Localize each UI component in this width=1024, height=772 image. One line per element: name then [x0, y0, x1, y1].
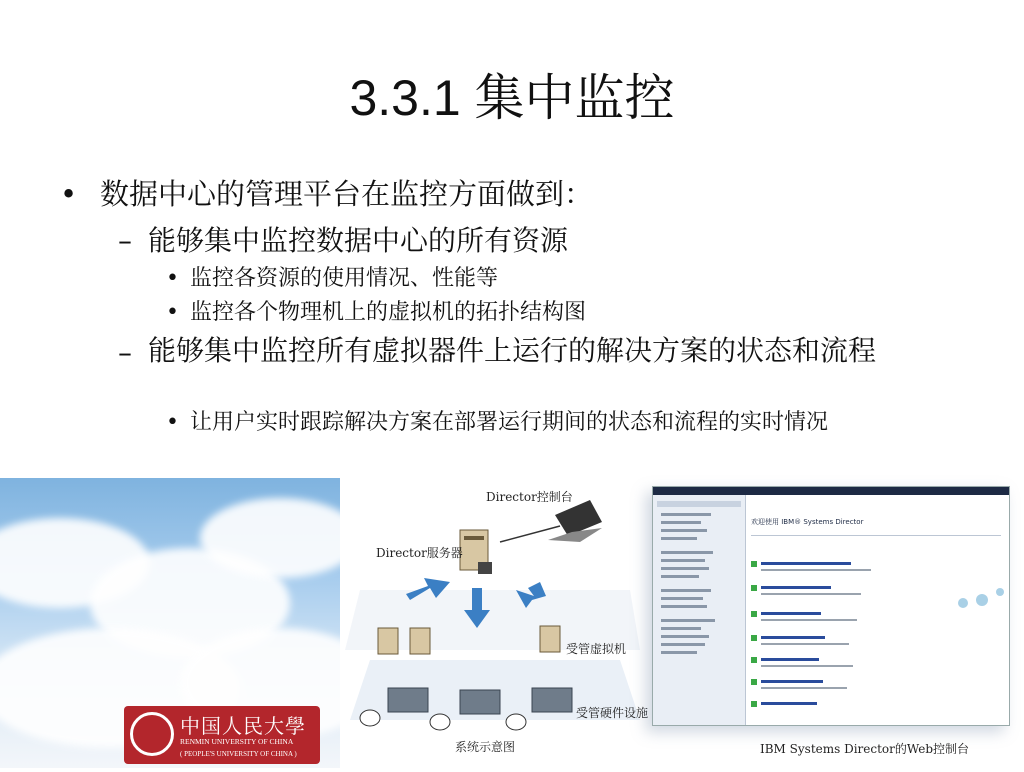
- decor-dot: [958, 598, 968, 608]
- dash-mark: –: [118, 224, 132, 257]
- hw-label: 受管硬件设施: [576, 706, 649, 720]
- console-label: Director控制台: [486, 490, 573, 504]
- console-topbar: [653, 487, 1009, 495]
- bullet-text: 能够集中监控所有虚拟器件上运行的解决方案的状态和流程: [148, 334, 877, 367]
- bullet-mark: •: [166, 266, 179, 291]
- bullet-text: 让用户实时跟踪解决方案在部署运行期间的状态和流程的实时情况: [190, 410, 829, 435]
- bullet-text: 数据中心的管理平台在监控方面做到：: [100, 177, 594, 211]
- decor-dot: [996, 588, 1004, 596]
- logo-en-sub: ( PEOPLE'S UNIVERSITY OF CHINA ): [180, 750, 297, 758]
- diagram-graphic: [340, 470, 650, 768]
- web-console-screenshot: [652, 486, 1010, 726]
- bullet-level1: [60, 176, 780, 212]
- diagram-caption: 系统示意图: [455, 740, 516, 754]
- bullet-text: 监控各个物理机上的虚拟机的拓扑结构图: [190, 300, 587, 325]
- console-main: [747, 495, 1009, 725]
- bullet-level2: [118, 224, 738, 258]
- decor-dot: [976, 594, 988, 606]
- system-diagram: [340, 470, 650, 768]
- console-caption: IBM Systems Director的Web控制台: [760, 742, 970, 756]
- bullet-level3: [166, 266, 726, 292]
- slide-title: 3.3.1 集中监控: [349, 70, 675, 126]
- bullet-level3: [166, 300, 726, 326]
- bullet-mark: •: [60, 177, 78, 211]
- console-sidebar: [653, 495, 746, 725]
- laptop-icon: [548, 500, 602, 542]
- bullet-text: 监控各资源的使用情况、性能等: [190, 266, 499, 291]
- university-logo: [124, 706, 320, 764]
- bullet-mark: •: [166, 410, 179, 435]
- bullet-text: 能够集中监控数据中心的所有资源: [148, 224, 569, 257]
- logo-cn: 中国人民大學: [180, 714, 306, 738]
- console-welcome: 欢迎使用 IBM® Systems Director: [751, 518, 864, 526]
- vm-label: 受管虚拟机: [566, 642, 627, 656]
- bullet-level2: [118, 334, 968, 369]
- logo-en: RENMIN UNIVERSITY OF CHINA: [180, 737, 294, 746]
- bullet-mark: •: [166, 300, 179, 325]
- server-icon: [460, 530, 492, 574]
- bullet-level3: [166, 410, 966, 436]
- server-label: Director服务器: [376, 546, 463, 560]
- seal-icon: [130, 712, 174, 756]
- dash-mark: –: [118, 336, 132, 369]
